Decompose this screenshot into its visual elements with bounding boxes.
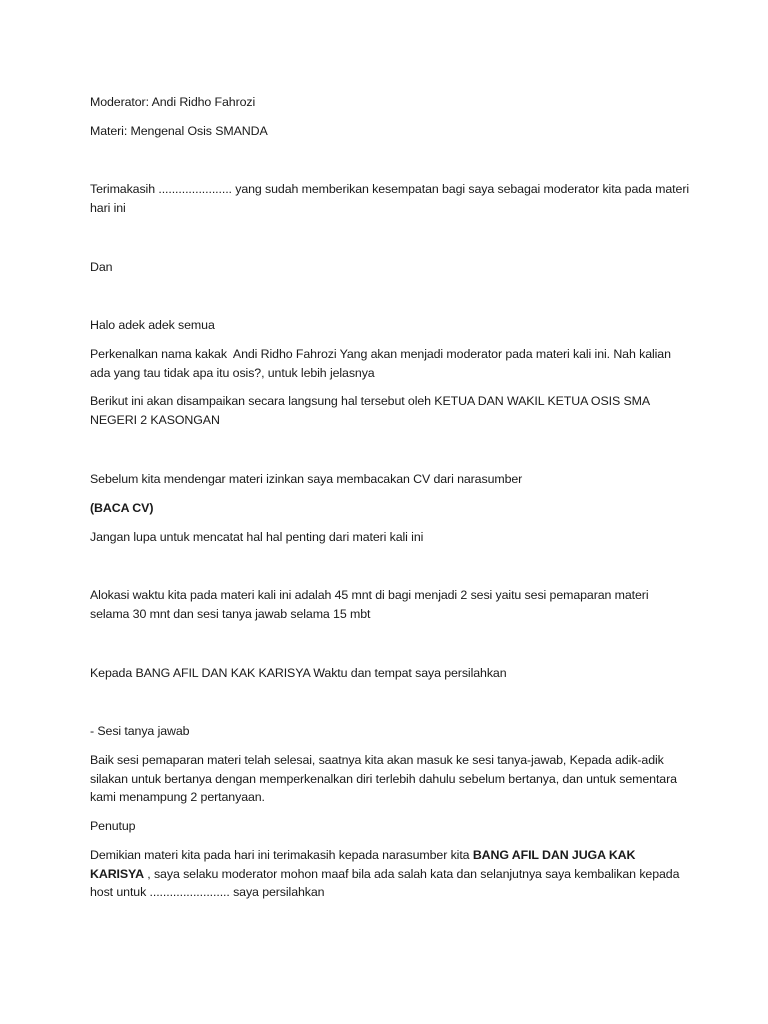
- halo-line: Halo adek adek semua: [90, 318, 215, 332]
- materi-line: Materi: Mengenal Osis SMANDA: [90, 124, 268, 138]
- kepada-line: Kepada BANG AFIL DAN KAK KARISYA Waktu dan tempat saya persilahkan: [90, 666, 507, 680]
- terimakasih-paragraph: Terimakasih ...................... yang sudah memberikan kesempatan bagi saya sebagai moderator kita pada materi hari ini: [90, 182, 693, 215]
- jangan-lupa-line: Jangan lupa untuk mencatat hal hal penting dari materi kali ini: [90, 530, 424, 544]
- narasumber-names: BANG AFIL DAN JUGA KAK KARISYA: [90, 848, 639, 881]
- baik-sesi-paragraph: Baik sesi pemaparan materi telah selesai, saatnya kita akan masuk ke sesi tanya-jawab, Kepada adik-adik silakan untuk bertanya dengan memperkenalkan diri terlebih dahulu sebelum bertanya, dan untuk sementara kami menampung 2 pertanyaan.: [90, 753, 681, 804]
- baca-cv-line: (BACA CV): [90, 501, 154, 515]
- berikut-paragraph: Berikut ini akan disampaikan secara langsung hal tersebut oleh KETUA DAN WAKIL KETUA OSIS SMA NEGERI 2 KASONGAN: [90, 394, 653, 427]
- penutup-heading: Penutup: [90, 819, 136, 833]
- demikian-text-end: , saya selaku moderator mohon maaf bila ada salah kata dan selanjutnya saya kembalikan kepada host untuk ........................ saya persilahkan: [90, 866, 683, 899]
- alokasi-paragraph: Alokasi waktu kita pada materi kali ini adalah 45 mnt di bagi menjadi 2 sesi yaitu sesi pemaparan materi selama 30 mnt dan sesi tanya jawab selama 15 mbt: [90, 588, 652, 621]
- dan-line: Dan: [90, 260, 113, 274]
- sesi-tanya-jawab-heading: - Sesi tanya jawab: [90, 724, 190, 738]
- perkenalkan-paragraph: Perkenalkan nama kakak Andi Ridho Fahrozi Yang akan menjadi moderator pada materi kali ini. Nah kalian ada yang tau tidak apa itu osis?, untuk lebih jelasnya: [90, 347, 675, 380]
- demikian-text-start: Demikian materi kita pada hari ini terimakasih kepada narasumber kita: [90, 848, 473, 862]
- moderator-line: Moderator: Andi Ridho Fahrozi: [90, 95, 256, 109]
- demikian-paragraph: [90, 846, 690, 902]
- sebelum-line: Sebelum kita mendengar materi izinkan saya membacakan CV dari narasumber: [90, 472, 523, 486]
